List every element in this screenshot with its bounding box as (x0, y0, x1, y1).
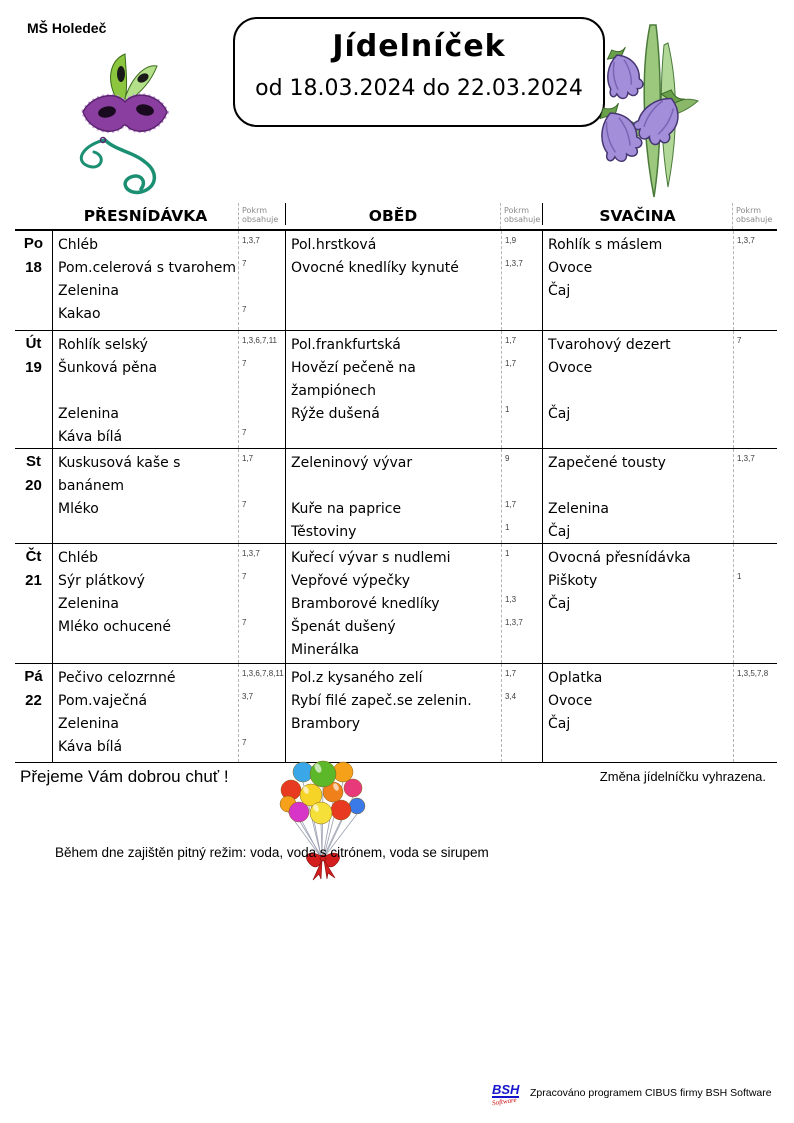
allergen-codes: 1,3,7 (505, 618, 523, 627)
menu-item: Těstoviny (291, 524, 357, 540)
change-note: Změna jídelníčku vyhrazena. (599, 769, 766, 784)
menu-item: Pol.z kysaného zelí (291, 670, 423, 686)
date-range: od 18.03.2024 do 22.03.2024 (255, 76, 583, 101)
menu-item: Brambory (291, 716, 361, 732)
menu-item: Čaj (548, 596, 571, 612)
allergen-divider (501, 544, 502, 663)
day-cell (15, 544, 53, 663)
menu-item: Pom.celerová s tvarohem (58, 260, 236, 276)
menu-item: Čaj (548, 524, 571, 540)
page-title: Jídelníček (332, 29, 506, 64)
menu-item: Mléko ochucené (58, 619, 172, 635)
menu-item (543, 474, 733, 497)
allergen-codes: 1,7 (242, 454, 254, 463)
menu-item: Šunková pěna (58, 360, 158, 376)
allergen-codes (238, 474, 285, 497)
bellflowers-clipart (580, 15, 725, 200)
menu-item: Mléko (58, 501, 99, 517)
menu-row (15, 449, 777, 544)
menu-item: Čaj (548, 406, 571, 422)
day-cell (15, 231, 53, 330)
menu-item: Sýr plátkový (58, 573, 145, 589)
menu-item: Vepřové výpečky (291, 573, 411, 589)
menu-item (53, 379, 238, 402)
snack-pm-cell (542, 231, 777, 330)
day-cell (15, 449, 53, 543)
allergen-codes: 3,4 (505, 692, 517, 701)
menu-item (286, 474, 501, 497)
menu-item: Rohlík selský (58, 337, 148, 353)
allergen-divider (501, 231, 502, 330)
menu-item: Chléb (58, 237, 99, 253)
allergen-codes: 7 (242, 259, 247, 268)
allergen-codes: 1,3,7 (737, 454, 755, 463)
allergen-codes: 1,9 (505, 236, 517, 245)
allergen-codes: 7 (242, 738, 247, 747)
menu-item: Kuskusová kaše s (58, 455, 181, 471)
menu-item: Zelenina (58, 716, 119, 732)
allergen-divider (733, 231, 734, 330)
allergen-codes: 1,7 (505, 669, 517, 678)
menu-item: Rýže dušená (291, 406, 380, 422)
allergen-divider (733, 544, 734, 663)
bsh-software-logo: BSH Software (491, 1082, 520, 1108)
allergen-column-header: Pokrm obsahuje (238, 203, 285, 229)
allergen-codes (501, 379, 543, 402)
snack-pm-cell (542, 449, 777, 543)
allergen-codes (501, 638, 543, 661)
allergen-codes (733, 712, 778, 735)
snack-am-cell (53, 231, 285, 330)
allergen-codes (501, 569, 543, 592)
allergen-codes (501, 712, 543, 735)
allergen-divider (238, 449, 239, 543)
allergen-codes (238, 712, 285, 735)
column-header-lunch: OBĚD (285, 203, 500, 225)
menu-item: Ovoce (548, 693, 593, 709)
menu-item: Špenát dušený (291, 619, 396, 635)
allergen-codes (733, 592, 778, 615)
credit-line (491, 1081, 772, 1108)
allergen-column-header: Pokrm obsahuje (500, 203, 542, 229)
menu-item: Rybí filé zapeč.se zelenin. (291, 693, 472, 709)
menu-item: Pečivo celozrnné (58, 670, 176, 686)
title-box (233, 17, 605, 127)
snack-am-cell (53, 664, 285, 762)
menu-item: Oplatka (548, 670, 603, 686)
menu-item: Hovězí pečeně na (291, 360, 416, 376)
menu-row (15, 231, 777, 331)
allergen-codes: 7 (242, 305, 247, 314)
allergen-codes (733, 497, 778, 520)
allergen-codes: 7 (242, 359, 247, 368)
allergen-codes: 1 (505, 549, 510, 558)
day-date: 19 (25, 359, 42, 376)
menu-row (15, 664, 777, 763)
allergen-codes: 1,3 (505, 595, 517, 604)
day-label: Čt (25, 548, 42, 565)
menu-item: Chléb (58, 550, 99, 566)
menu-item (543, 379, 733, 402)
menu-item: banánem (58, 478, 125, 494)
allergen-divider (733, 449, 734, 543)
allergen-codes (733, 474, 778, 497)
lunch-cell (285, 449, 542, 543)
allergen-codes: 1 (505, 523, 510, 532)
day-cell (15, 331, 53, 448)
allergen-codes (733, 356, 778, 379)
snack-am-cell (53, 449, 285, 543)
allergen-codes: 7 (242, 572, 247, 581)
allergen-codes: 1,3,7 (242, 549, 260, 558)
lunch-cell (285, 231, 542, 330)
day-label: Út (25, 335, 42, 352)
allergen-codes: 1,7 (505, 500, 517, 509)
allergen-divider (733, 664, 734, 762)
allergen-codes: 1,3,5,7,8 (737, 669, 769, 678)
menu-item: Piškoty (548, 573, 598, 589)
allergen-codes: 3,7 (242, 692, 254, 701)
menu-item: Káva bílá (58, 429, 123, 445)
snack-pm-cell (542, 331, 777, 448)
menu-item: žampiónech (291, 383, 376, 399)
allergen-divider (238, 331, 239, 448)
allergen-codes (501, 474, 543, 497)
menu-item: Ovocná přesnídávka (548, 550, 691, 566)
allergen-codes: 7 (242, 500, 247, 509)
allergen-codes (733, 689, 778, 712)
allergen-codes (733, 402, 778, 425)
allergen-codes (733, 546, 778, 569)
snack-pm-cell (542, 664, 777, 762)
menu-item: Tvarohový dezert (548, 337, 671, 353)
school-name: MŠ Holedeč (27, 20, 107, 36)
drinking-regime-note: Během dne zajištěn pitný režim: voda, voda s citrónem, voda se sirupem (55, 845, 489, 860)
allergen-column-header: Pokrm obsahuje (732, 203, 777, 229)
menu-item: Zelenina (58, 406, 119, 422)
menu-item: Kuře na paprice (291, 501, 402, 517)
allergen-divider (501, 664, 502, 762)
allergen-codes (733, 279, 778, 302)
allergen-codes: 7 (737, 336, 742, 345)
menu-item: Ovoce (548, 360, 593, 376)
menu-item: Ovocné knedlíky kynuté (291, 260, 459, 276)
menu-item: Kakao (58, 306, 101, 322)
snack-am-cell (53, 331, 285, 448)
allergen-codes: 1,3,6,7,8,11 (242, 669, 284, 678)
allergen-divider (238, 231, 239, 330)
allergen-codes: 9 (505, 454, 510, 463)
menu-table (15, 203, 777, 763)
allergen-codes (733, 379, 778, 402)
day-label: Pá (24, 668, 43, 685)
allergen-codes (733, 520, 778, 543)
allergen-codes: 1,3,7 (505, 259, 523, 268)
menu-item: Zeleninový vývar (291, 455, 413, 471)
allergen-codes: 1,3,7 (737, 236, 755, 245)
day-column-header (15, 203, 53, 229)
menu-item: Pom.vaječná (58, 693, 148, 709)
allergen-codes: 1,7 (505, 336, 517, 345)
menu-item: Ovoce (548, 260, 593, 276)
allergen-codes: 7 (242, 428, 247, 437)
column-header-snack-pm: SVAČINA (542, 203, 732, 225)
snack-am-cell (53, 544, 285, 663)
menu-item: Pol.frankfurtská (291, 337, 401, 353)
balloons-clipart (273, 756, 373, 886)
menu-item: Bramborové knedlíky (291, 596, 440, 612)
day-label: St (26, 453, 41, 470)
table-body (15, 231, 777, 763)
lunch-cell (285, 544, 542, 663)
day-date: 21 (25, 572, 42, 589)
lunch-cell (285, 331, 542, 448)
menu-item: Rohlík s máslem (548, 237, 663, 253)
lunch-cell (285, 664, 542, 762)
allergen-divider (238, 664, 239, 762)
allergen-divider (501, 449, 502, 543)
allergen-codes: 1 (737, 572, 742, 581)
menu-item: Káva bílá (58, 739, 123, 755)
allergen-divider (733, 331, 734, 448)
day-cell (15, 664, 53, 762)
allergen-codes (238, 279, 285, 302)
allergen-codes: 1,3,6,7,11 (242, 336, 277, 345)
menu-row (15, 544, 777, 664)
menu-item: Zelenina (58, 596, 119, 612)
menu-item: Čaj (548, 283, 571, 299)
column-header-snack-am: PŘESNÍDÁVKA (83, 207, 208, 225)
menu-item: Zapečené tousty (548, 455, 666, 471)
allergen-codes (238, 379, 285, 402)
allergen-codes: 1,3,7 (242, 236, 260, 245)
menu-item: Zelenina (548, 501, 609, 517)
menu-item: Zelenina (58, 283, 119, 299)
menu-item: Pol.hrstková (291, 237, 377, 253)
allergen-divider (501, 331, 502, 448)
allergen-divider (238, 544, 239, 663)
allergen-codes: 1,7 (505, 359, 517, 368)
menu-item: Minerálka (291, 642, 360, 658)
carnival-mask-clipart (55, 48, 195, 208)
snack-pm-cell (542, 544, 777, 663)
menu-item: Kuřecí vývar s nudlemi (291, 550, 451, 566)
menu-item: Čaj (548, 716, 571, 732)
generator-credit: Zpracováno programem CIBUS firmy BSH Software (530, 1087, 772, 1099)
wish-text: Přejeme Vám dobrou chuť ! (20, 767, 229, 786)
menu-row (15, 331, 777, 449)
table-header (15, 203, 777, 231)
allergen-codes: 7 (242, 618, 247, 627)
allergen-codes: 1 (505, 405, 510, 414)
allergen-codes (733, 256, 778, 279)
day-label: Po (23, 235, 44, 252)
day-date: 20 (25, 477, 42, 494)
day-date: 18 (25, 259, 42, 276)
allergen-codes (238, 402, 285, 425)
day-date: 22 (25, 692, 42, 709)
allergen-codes (238, 592, 285, 615)
